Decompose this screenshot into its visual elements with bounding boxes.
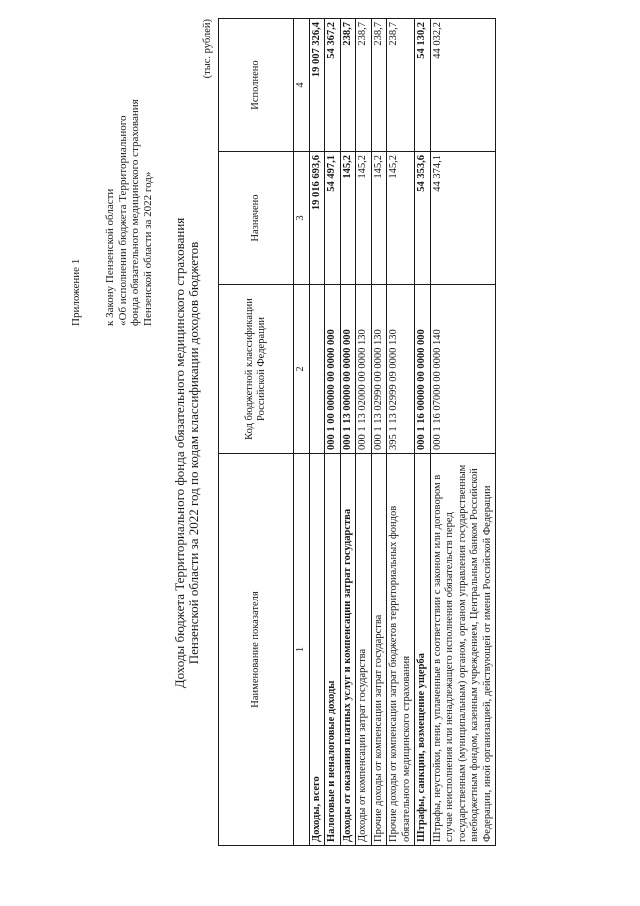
- col-number: 1: [294, 454, 310, 846]
- table-row: [371, 19, 387, 846]
- table-row: [309, 19, 325, 846]
- col-number: 4: [294, 19, 310, 152]
- col-number: 3: [294, 152, 310, 285]
- cell-code: 395 1 13 02999 09 0000 130: [387, 285, 415, 454]
- table-body: [309, 19, 496, 846]
- table-header-row: [219, 19, 294, 846]
- table-row: [325, 19, 341, 846]
- header-executed: Исполнено: [219, 19, 294, 152]
- cell-executed: 238,7: [371, 19, 387, 152]
- law-line: Пензенской области за 2022 год»: [141, 171, 154, 326]
- cell-name: Штрафы, санкции, возмещение ущерба: [415, 454, 431, 846]
- table-row: [340, 19, 356, 846]
- cell-executed: 54 130,2: [415, 19, 431, 152]
- cell-code: 000 1 00 00000 00 0000 000: [325, 285, 341, 454]
- document-title-line-1: Доходы бюджета Территориального фонда обязательного медицинского страхования: [172, 217, 187, 689]
- cell-assigned: 145,2: [371, 152, 387, 285]
- annex-label: Приложение 1: [70, 258, 82, 326]
- cell-assigned: 54 497,1: [325, 152, 341, 285]
- cell-assigned: 145,2: [356, 152, 372, 285]
- cell-name: Доходы от компенсации затрат государства: [356, 454, 372, 846]
- cell-code: 000 1 16 07000 00 0000 140: [430, 285, 496, 454]
- cell-executed: 238,7: [387, 19, 415, 152]
- cell-code: 000 1 13 02000 00 0000 130: [356, 285, 372, 454]
- header-code: Код бюджетной классификации Российской Федерации: [219, 285, 294, 454]
- cell-executed: 54 367,2: [325, 19, 341, 152]
- header-name: Наименование показателя: [219, 454, 294, 846]
- cell-assigned: 145,2: [387, 152, 415, 285]
- income-table: [218, 18, 496, 846]
- header-assigned: Назначено: [219, 152, 294, 285]
- document-title-line-2: Пензенской области за 2022 год по кодам классификации доходов бюджетов: [186, 241, 201, 665]
- table-row: [430, 19, 496, 846]
- cell-assigned: 54 353,6: [415, 152, 431, 285]
- law-line: к Закону Пензенской области: [104, 188, 116, 326]
- law-line: «Об исполнении бюджета Территориального: [116, 115, 129, 326]
- law-line: фонда обязательного медицинского страхования: [129, 99, 141, 326]
- cell-code: 000 1 13 00000 00 0000 000: [340, 285, 356, 454]
- table-row: [387, 19, 415, 846]
- cell-code: 000 1 16 00000 00 0000 000: [415, 285, 431, 454]
- cell-name: Налоговые и неналоговые доходы: [325, 454, 341, 846]
- cell-executed: 238,7: [340, 19, 356, 152]
- col-number: 2: [294, 285, 310, 454]
- cell-executed: 44 032,2: [430, 19, 496, 152]
- cell-name: Прочие доходы от компенсации затрат бюджетов территориальных фондов обязательного медицинского страхования: [387, 454, 415, 846]
- law-reference: [104, 26, 154, 326]
- cell-name: Доходы, всего: [309, 454, 325, 846]
- table-row: [415, 19, 431, 846]
- cell-code: [309, 285, 325, 454]
- cell-executed: 19 007 326,4: [309, 19, 325, 152]
- cell-name: Доходы от оказания платных услуг и компенсации затрат государства: [340, 454, 356, 846]
- cell-name: Прочие доходы от компенсации затрат государства: [371, 454, 387, 846]
- units-label: (тыс. рублей): [202, 19, 213, 79]
- cell-assigned: 44 374,1: [430, 152, 496, 285]
- cell-name: Штрафы, неустойки, пени, уплаченные в соответствии с законом или договором в случае неисполнения или ненадлежащего исполнения обязательств перед государственным (муниципальным) органом, органом управления государственным внебюджетным фондом, казенным учреждением, Центральным банком Российской Федерации, иной организацией, действующей от имени Российской Федерации: [430, 454, 496, 846]
- cell-assigned: 145,2: [340, 152, 356, 285]
- table-row: [356, 19, 372, 846]
- cell-assigned: 19 016 693,6: [309, 152, 325, 285]
- column-number-row: [294, 19, 310, 846]
- cell-code: 000 1 13 02990 00 0000 130: [371, 285, 387, 454]
- cell-executed: 238,7: [356, 19, 372, 152]
